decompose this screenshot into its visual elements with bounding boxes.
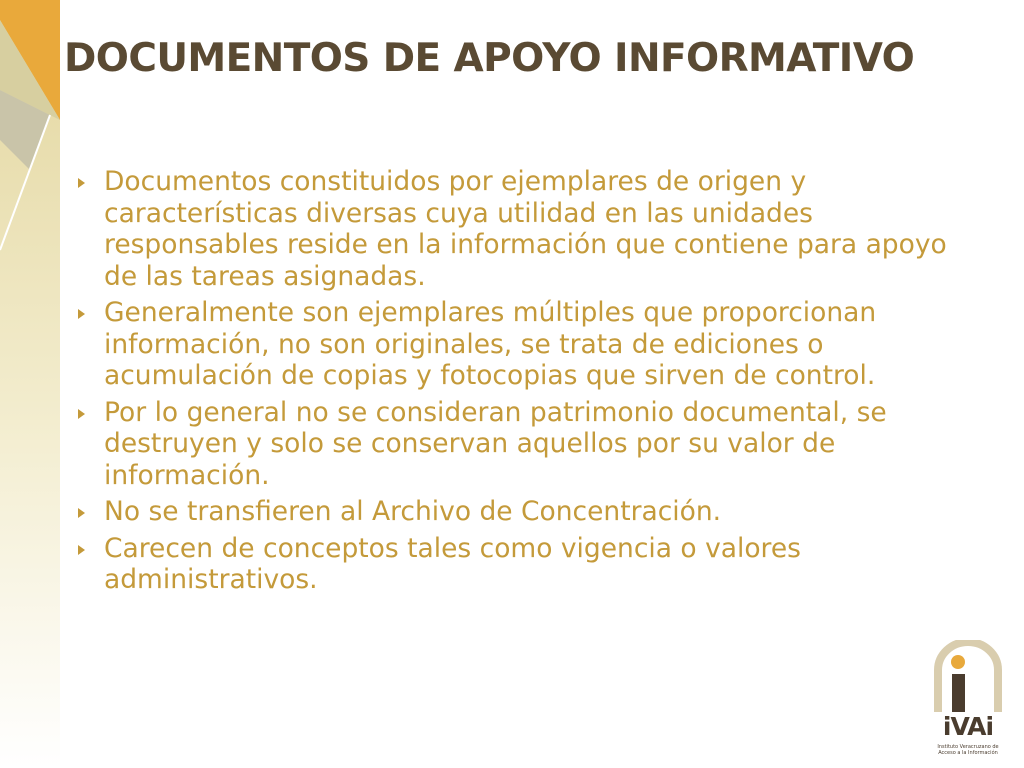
bullet-item bbox=[78, 496, 978, 528]
slide-title: DOCUMENTOS DE APOYO INFORMATIVO bbox=[64, 36, 915, 81]
triangle-bullet-icon bbox=[78, 508, 85, 518]
triangle-bullet-icon bbox=[78, 545, 85, 555]
bullet-text: Documentos constituidos por ejemplares de origen y características diversas cuya utilidad en las unidades responsables reside en la información que contiene para apoyo de las tareas asignadas. bbox=[104, 166, 947, 292]
triangle-bullet-icon bbox=[78, 178, 85, 188]
bullet-item bbox=[78, 533, 978, 596]
bullet-text: Por lo general no se consideran patrimonio documental, se destruyen y solo se conservan aquellos por su valor de información. bbox=[104, 396, 887, 491]
logo-name: iVAi bbox=[942, 712, 994, 741]
logo-subtitle: Instituto Veracruzano de Acceso a la Información bbox=[937, 744, 999, 756]
ivai-logo bbox=[930, 640, 1006, 758]
triangle-bullet-icon bbox=[78, 309, 85, 319]
bullet-list bbox=[78, 166, 978, 601]
bullet-text: No se transfieren al Archivo de Concentración. bbox=[104, 496, 722, 527]
bullet-text: Generalmente son ejemplares múltiples que proporcionan información, no son originales, se trata de ediciones o acumulación de copias y fotocopias que sirven de control. bbox=[104, 297, 877, 391]
bullet-item bbox=[78, 297, 978, 392]
bullet-item bbox=[78, 397, 978, 492]
logo-arch-icon bbox=[930, 640, 1006, 712]
triangle-bullet-icon bbox=[78, 409, 85, 419]
bullet-item bbox=[78, 166, 978, 292]
bullet-text: Carecen de conceptos tales como vigencia o valores administrativos. bbox=[104, 532, 801, 595]
corner-decoration bbox=[0, 0, 70, 768]
